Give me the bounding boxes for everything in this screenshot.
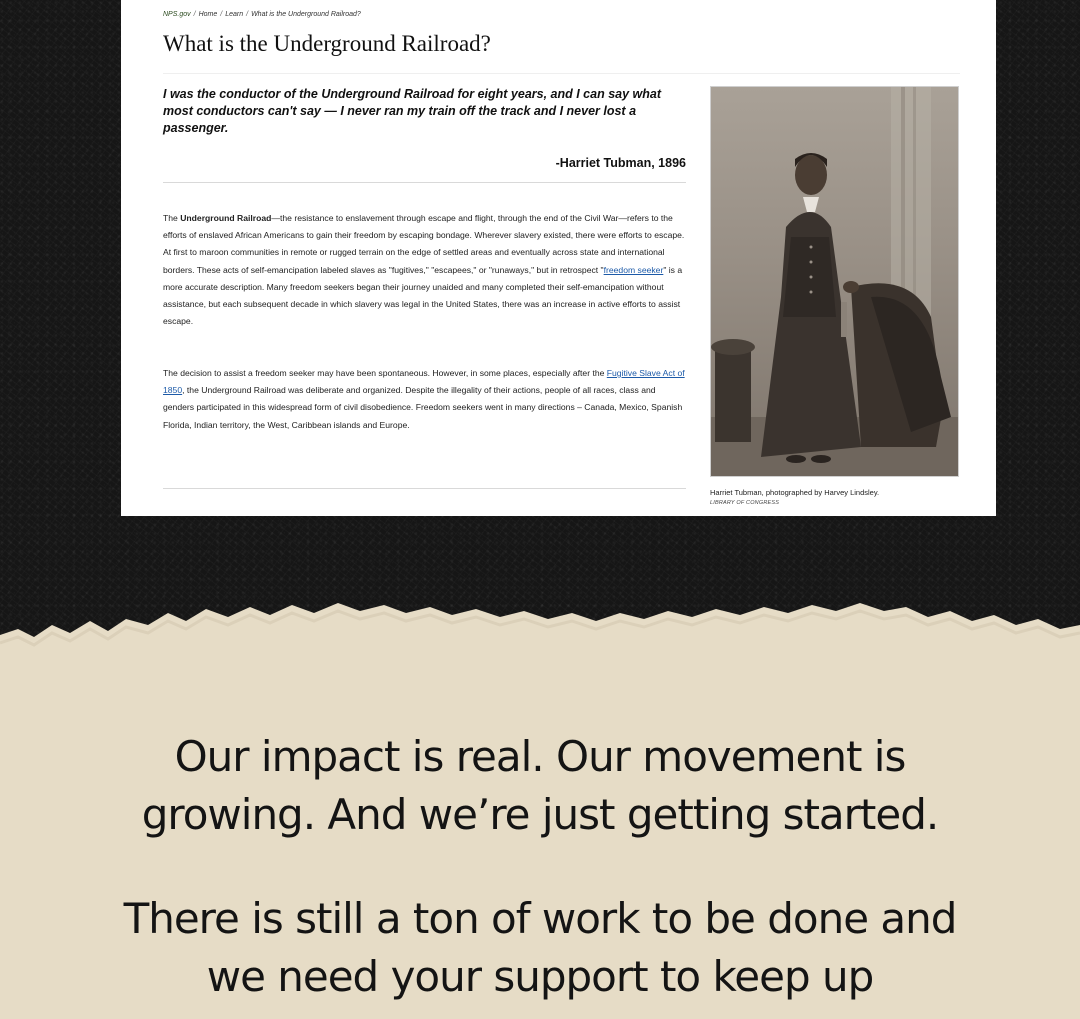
paragraph-text: The: [163, 213, 181, 223]
photo-caption: Harriet Tubman, photographed by Harvey Lindsley.: [710, 488, 880, 497]
page-title: What is the Underground Railroad?: [163, 31, 491, 56]
article-divider: [163, 488, 686, 489]
breadcrumb-item-current: What is the Underground Railroad?: [251, 11, 361, 18]
support-message: There is still a ton of work to be done and we need your support to keep up: [123, 894, 957, 1001]
paragraph-text: " is a more accurate description. Many freedom seekers began their journey unaided and many completed their self-emancipation without assistance, but each subsequent decade in which slavery was legal in the United States, there was an increase in active efforts to assist escape.: [163, 264, 683, 327]
tubman-quote: I was the conductor of the Underground Railroad for eight years, and I can say what most conductors can't say — I never ran my train off the track and I never lost a passenger.: [163, 87, 661, 135]
photo-credit: LIBRARY OF CONGRESS: [710, 500, 780, 506]
impact-headline: Our impact is real. Our movement is growing. And we’re just getting started.: [141, 732, 939, 839]
breadcrumb: [163, 11, 361, 18]
bold-term: Underground Railroad: [180, 213, 272, 223]
breadcrumb-separator: /: [220, 11, 223, 18]
breadcrumb-item-learn[interactable]: Learn: [225, 11, 244, 18]
quote-divider: [163, 182, 686, 183]
paragraph-text: —the resistance to enslavement through escape and flight, through the end of the Civil War—refers to the efforts of enslaved African Americans to gain their freedom by escaping bondage. Wherever slavery existed, there were efforts to escape. At first to maroon communities in remote or rugged terrain on the edge of settled areas and eventually across state and international borders. These acts of self-emancipation labeled slaves as "fugitives," "escapees," or "runaways," but in retrospect ": [163, 213, 685, 275]
breadcrumb-separator: /: [246, 11, 249, 18]
article-paragraph-1: [163, 210, 688, 330]
title-divider: [163, 73, 960, 74]
freedom-seeker-link[interactable]: freedom seeker: [603, 264, 664, 275]
breadcrumb-item-home[interactable]: Home: [198, 11, 218, 18]
paragraph-text: The decision to assist a freedom seeker may have been spontaneous. However, in some places, especially after the: [163, 368, 607, 378]
harriet-tubman-photo: [710, 86, 959, 477]
article-paragraph-2: [163, 365, 688, 434]
breadcrumb-separator: /: [193, 11, 196, 18]
quote-attribution: -Harriet Tubman, 1896: [555, 156, 686, 170]
paragraph-text: , the Underground Railroad was deliberate and organized. Despite the illegality of their actions, people of all races, class and genders participated in this widespread form of civil disobedience. Freedom seekers went in many directions – Canada, Mexico, Spanish Florida, Indian territory, the West, Caribbean islands and Europe.: [163, 385, 683, 430]
breadcrumb-item-nps[interactable]: NPS.gov: [163, 11, 191, 18]
portrait-illustration: [711, 87, 958, 476]
nps-article-screenshot: [121, 0, 996, 516]
fugitive-slave-act-link[interactable]: Fugitive Slave Act of 1850: [163, 368, 685, 396]
